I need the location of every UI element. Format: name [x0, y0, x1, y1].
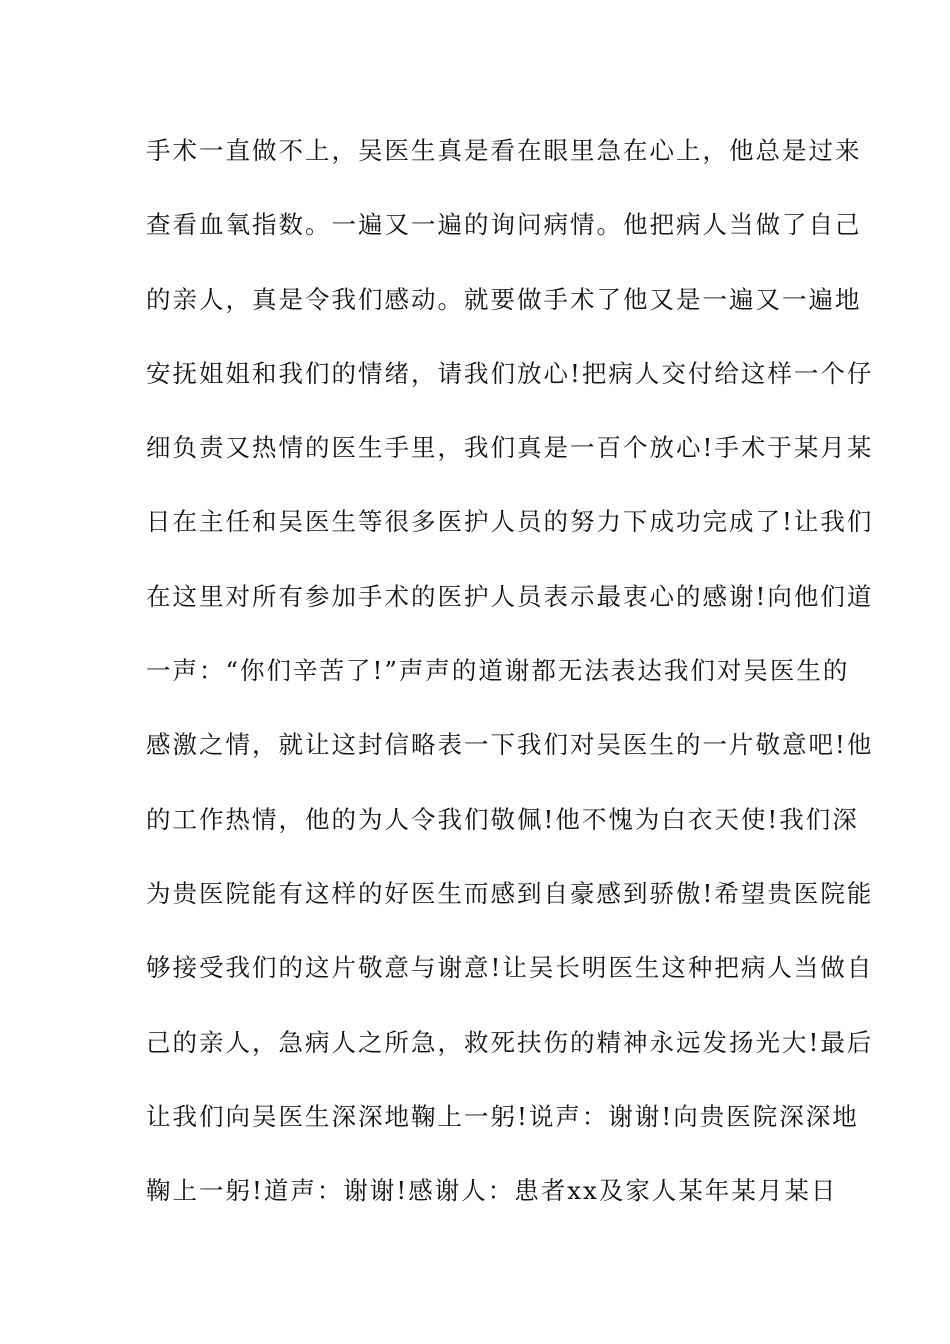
- text-line: 够接受我们的这片敬意与谢意!让吴长明医生这种把病人当做自: [146, 953, 874, 983]
- text-line: 安抚姐姐和我们的情绪，请我们放心!把病人交付给这样一个仔: [146, 358, 874, 388]
- text-line: 己的亲人，急病人之所急，救死扶伤的精神永远发扬光大!最后: [146, 1027, 874, 1057]
- letter-body: [146, 129, 874, 1243]
- text-line: 感激之情，就让这封信略表一下我们对吴医生的一片敬意吧!他: [146, 730, 874, 760]
- text-line: 的工作热情，他的为人令我们敬佩!他不愧为白衣天使!我们深: [146, 804, 859, 834]
- text-line: 鞠上一躬!道声：谢谢!感谢人：患者xx及家人某年某月某日: [146, 1176, 838, 1206]
- text-line: 让我们向吴医生深深地鞠上一躬!说声：谢谢!向贵医院深深地: [146, 1101, 859, 1131]
- text-line: 一声：“你们辛苦了!”声声的道谢都无法表达我们对吴医生的: [146, 656, 850, 686]
- text-line: 日在主任和吴医生等很多医护人员的努力下成功完成了!让我们: [146, 507, 874, 537]
- text-line: 为贵医院能有这样的好医生而感到自豪感到骄傲!希望贵医院能: [146, 878, 874, 908]
- text-line: 细负责又热情的医生手里，我们真是一百个放心!手术于某月某: [146, 433, 874, 463]
- text-line: 手术一直做不上，吴医生真是看在眼里急在心上，他总是过来: [146, 136, 862, 165]
- text-line: 在这里对所有参加手术的医护人员表示最衷心的感谢!向他们道: [146, 581, 874, 611]
- text-line: 的亲人，真是令我们感动。就要做手术了他又是一遍又一遍地: [146, 284, 862, 314]
- text-line: 查看血氧指数。一遍又一遍的询问病情。他把病人当做了自己: [146, 210, 862, 240]
